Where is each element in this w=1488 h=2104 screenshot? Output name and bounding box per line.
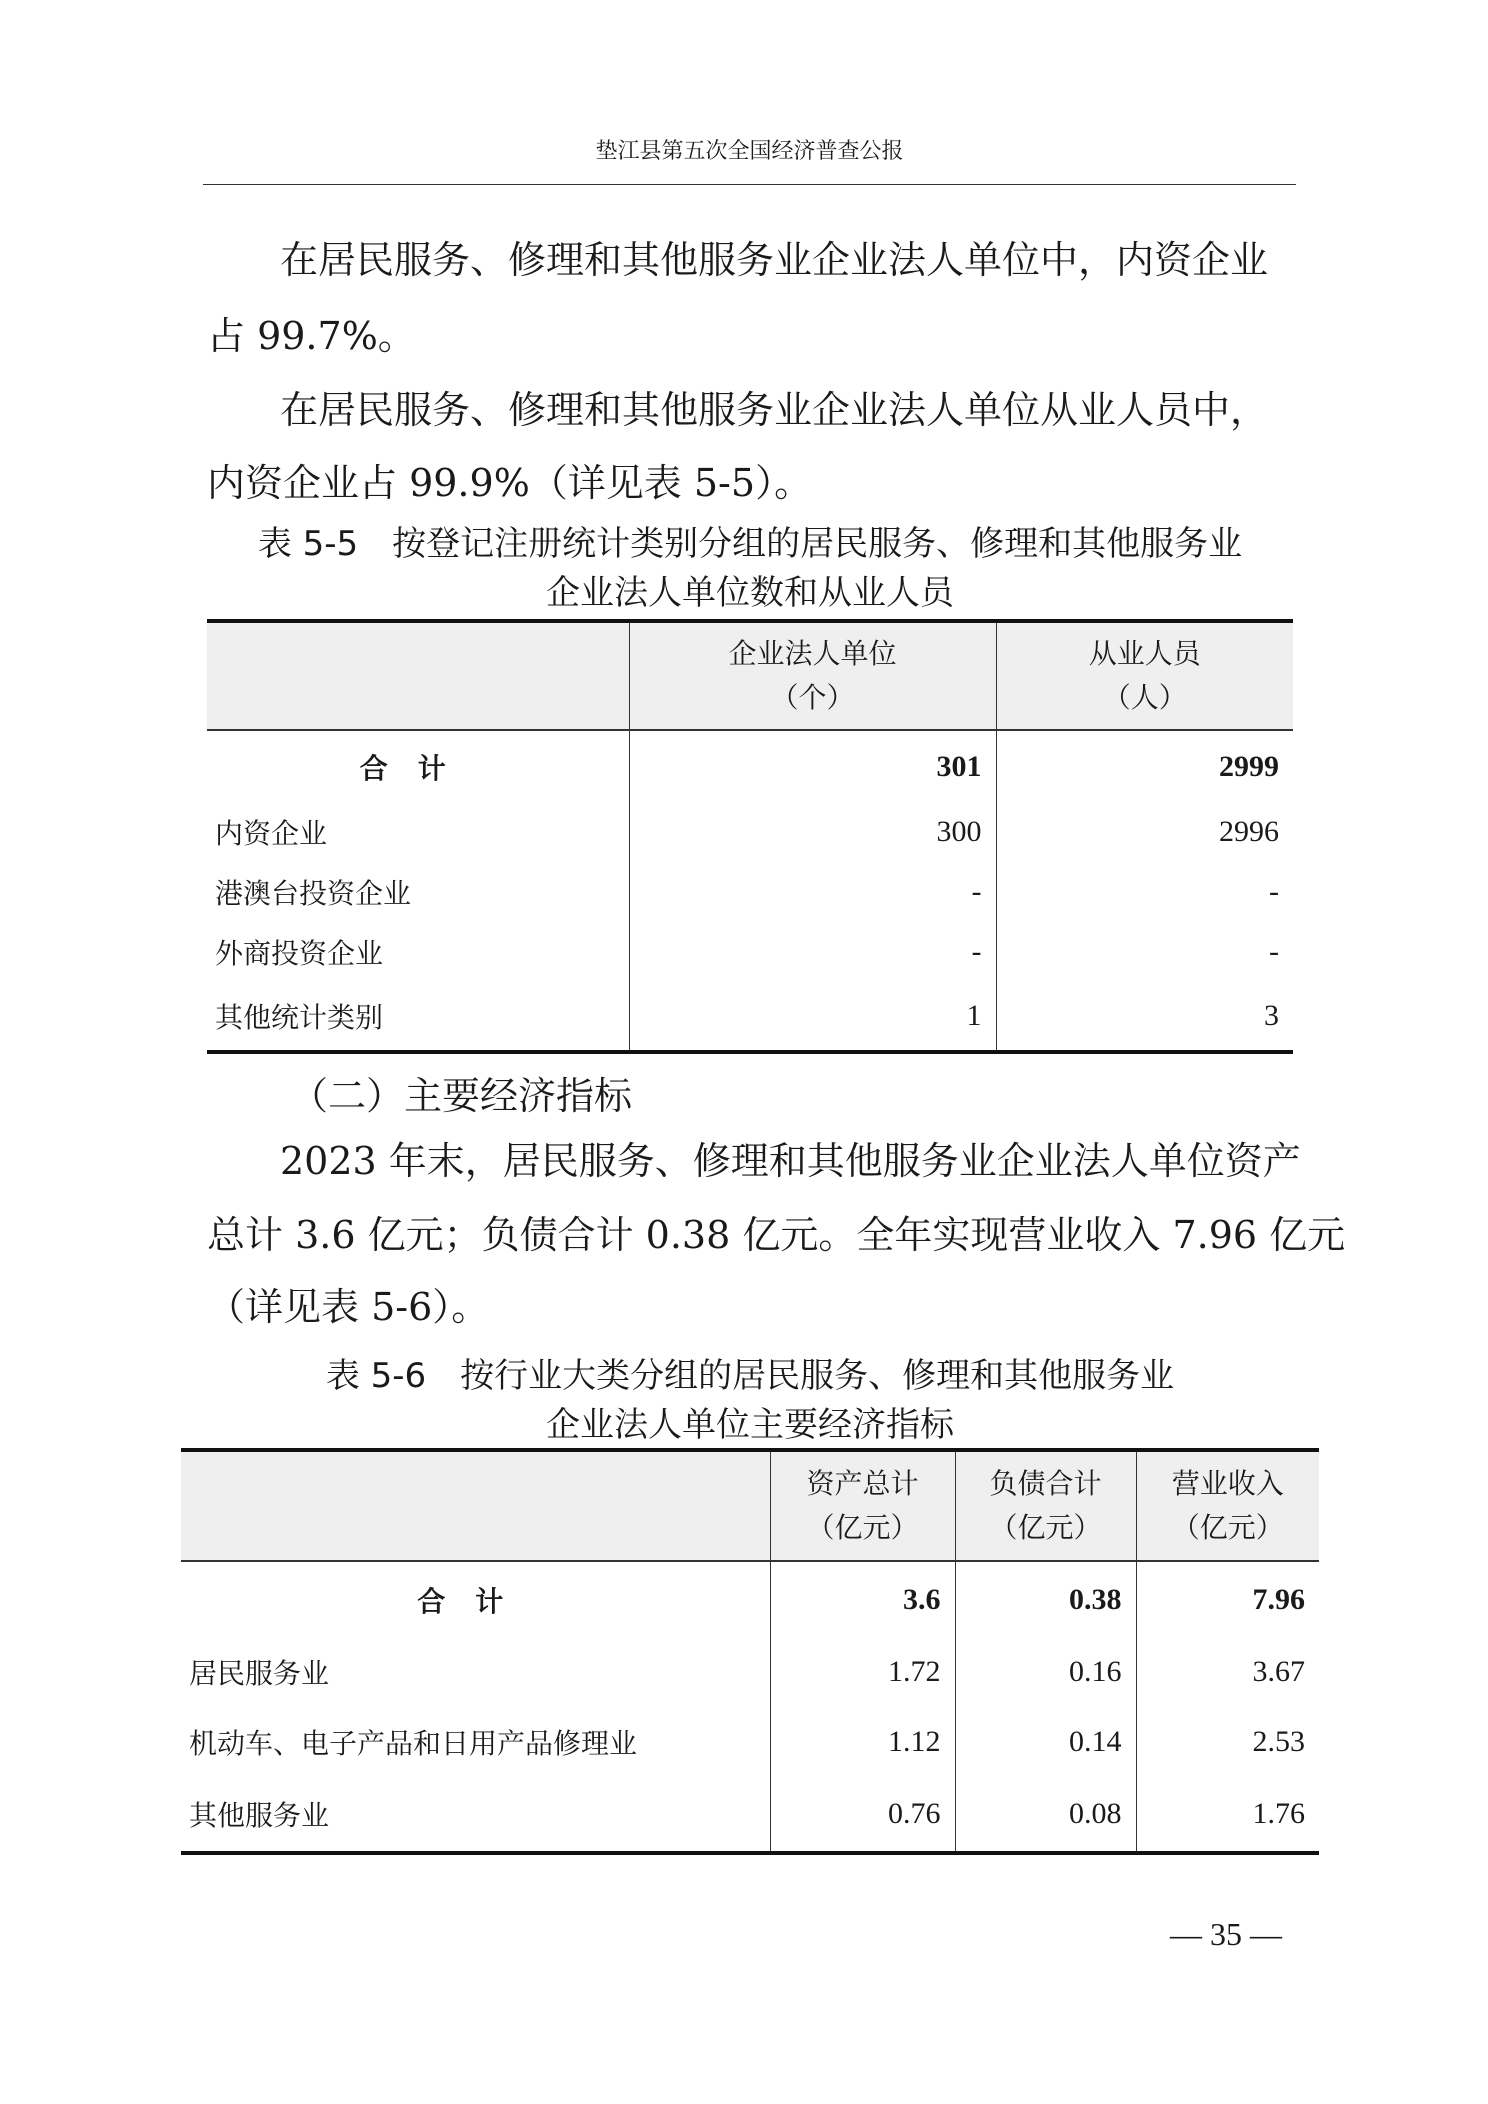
row-label: 港澳台投资企业 [215,877,412,910]
paragraph-line: （详见表 5-6）。 [207,1285,490,1329]
cell: 3.67 [1136,1637,1319,1707]
table-row [207,862,1293,922]
cell: 7.96 [1136,1561,1319,1637]
header-blank [207,621,629,730]
cell: - [996,922,1293,982]
cell: 0.76 [770,1777,955,1853]
table-5-6-title: 企业法人单位主要经济指标 [546,1405,954,1445]
table-5-6 [181,1448,1319,1855]
table-5-6-title: 表 5-6 按行业大类分组的居民服务、修理和其他服务业 [325,1356,1175,1396]
cell: 1.72 [770,1637,955,1707]
row-label: 居民服务业 [189,1657,330,1690]
table-row [207,802,1293,862]
table-row [181,1707,1319,1777]
cell: 1.76 [1136,1777,1319,1853]
paragraph-line: 2023 年末，居民服务、修理和其他服务业企业法人单位资产 [280,1139,1301,1183]
paragraph-line: 在居民服务、修理和其他服务业企业法人单位从业人员中， [280,388,1269,432]
cell: 1 [629,982,996,1052]
table-5-5 [207,619,1293,1054]
table-row [181,1777,1319,1853]
cell: 3 [996,982,1293,1052]
cell: 2999 [996,730,1293,802]
paragraph-line: 占 99.7%。 [207,314,416,358]
row-label: 其他统计类别 [215,1001,384,1034]
page-number: — 35 — [1170,1916,1282,1952]
header-blank [181,1450,770,1561]
column-header: 负债合计 （亿元） [955,1450,1136,1561]
table-5-5-title: 企业法人单位数和从业人员 [546,573,954,613]
paragraph-line: 在居民服务、修理和其他服务业企业法人单位中，内资企业 [280,238,1269,282]
column-header: 资产总计 （亿元） [770,1450,955,1561]
table-row [207,730,1293,802]
row-label: 其他服务业 [189,1799,330,1832]
cell: 301 [629,730,996,802]
cell: 0.08 [955,1777,1136,1853]
cell: 2.53 [1136,1707,1319,1777]
paragraph-line: 内资企业占 99.9%（详见表 5-5）。 [207,461,813,505]
table-5-5-title: 表 5-5 按登记注册统计类别分组的居民服务、修理和其他服务业 [257,524,1243,564]
row-label: 内资企业 [215,817,328,850]
section-heading: （二）主要经济指标 [290,1074,633,1118]
cell: - [629,862,996,922]
header-rule [203,184,1296,185]
cell: 1.12 [770,1707,955,1777]
column-header: 企业法人单位 （个） [629,621,996,730]
cell: 2996 [996,802,1293,862]
cell: 0.16 [955,1637,1136,1707]
cell: - [629,922,996,982]
paragraph-line: 总计 3.6 亿元；负债合计 0.38 亿元。全年实现营业收入 7.96 亿元 [207,1213,1346,1257]
cell: 300 [629,802,996,862]
column-header: 从业人员 （人） [996,621,1293,730]
cell: 3.6 [770,1561,955,1637]
row-label: 机动车、电子产品和日用产品修理业 [189,1727,638,1760]
table-row [207,982,1293,1052]
column-header: 营业收入 （亿元） [1136,1450,1319,1561]
cell: 0.14 [955,1707,1136,1777]
table-row [181,1637,1319,1707]
cell: - [996,862,1293,922]
row-label: 外商投资企业 [215,937,384,970]
cell: 0.38 [955,1561,1136,1637]
table-row [207,922,1293,982]
table-row [181,1561,1319,1637]
row-label: 合计 [359,751,476,785]
running-header: 垫江县第五次全国经济普查公报 [595,139,904,164]
row-label: 合计 [417,1584,534,1618]
